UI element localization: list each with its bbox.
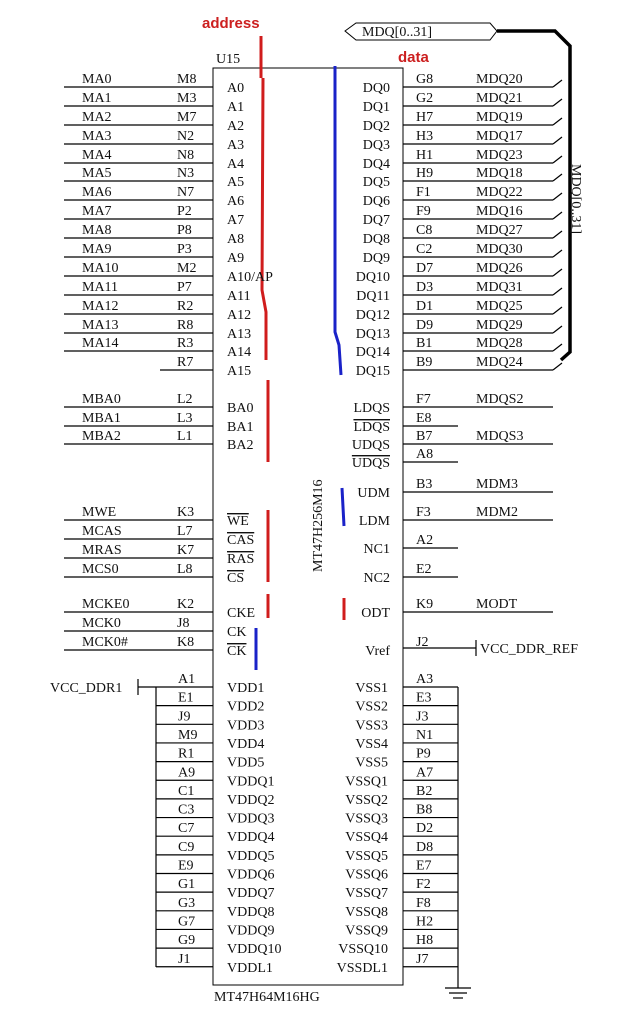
left-pin-name: CS [227,571,245,586]
vdd-pin-name: VDDQ7 [227,886,275,902]
bus-entry [553,156,562,163]
left-net-label: MA0 [82,72,112,87]
left-pin-name: CAS [227,533,255,548]
right-pin-name: DQ8 [362,232,390,247]
right-pin-number: A2 [416,533,434,548]
right-pin-number: E8 [416,411,432,426]
right-pin-number: F9 [416,204,431,219]
vss-pin-name: VSSQ2 [345,792,388,808]
left-pin-name: BA2 [227,438,254,453]
right-pin-name: LDQS [353,401,390,416]
vss-pin-number: B2 [416,783,433,799]
vss-pin-name: VSSQ6 [345,867,388,883]
right-net-label: MDQ20 [476,72,523,87]
right-pin-name: LDQS [353,420,390,435]
vss-pin-number: J7 [416,951,429,967]
left-pin-number: L3 [177,411,193,426]
right-net-label: MDQ29 [476,318,523,333]
bus-entry [553,80,562,87]
left-pin-number: P2 [177,204,192,219]
right-net-label: MDQ27 [476,223,523,238]
right-pin-name: DQ6 [362,194,390,209]
vdd-pin-name: VDD2 [227,699,265,715]
vdd-pin-number: C1 [178,783,195,799]
right-net-label: MDQ31 [476,280,523,295]
right-net-label: MDQS3 [476,429,524,444]
left-net-label: MCKE0 [82,597,130,612]
bus-vertical-label: MDQ[0..31] [568,164,583,234]
left-pin-number: K7 [177,543,195,558]
vdd-pin-name: VDDQ10 [227,942,282,958]
right-pin-number: D3 [416,280,434,295]
left-pin-name: A12 [227,308,252,323]
vss-pin-number: N1 [416,727,434,743]
right-pin-number: H9 [416,166,434,181]
left-pin-name: A9 [227,251,245,266]
left-pin-number: P8 [177,223,192,238]
vss-pin-name: VSSQ3 [345,811,388,827]
right-net-label: MODT [476,597,518,612]
bus-label: MDQ[0..31] [362,25,432,40]
right-pin-name: DQ4 [362,157,390,172]
vdd-pin-number: G3 [178,895,196,911]
right-pin-name: UDQS [351,438,390,453]
vss-pin-number: J3 [416,709,429,725]
left-net-label: MRAS [82,543,122,558]
vdd-pin-name: VDDQ1 [227,774,275,790]
bus-entry [553,326,562,333]
vdd-pin-name: VDD3 [227,718,265,734]
vdd-pin-name: VDDQ3 [227,811,275,827]
left-pin-number: K2 [177,597,195,612]
right-pin-number: B7 [416,429,433,444]
vdd-pin-name: VDDL1 [227,960,273,976]
vdd-pin-number: A1 [178,672,196,687]
address-annotation: address [202,15,260,32]
left-pin-name: CK [227,625,247,640]
right-net-label: MDM3 [476,477,519,492]
bus-entry [553,250,562,257]
data-annotation: data [398,49,429,66]
left-net-label: MBA1 [82,411,121,426]
left-pin-name: A15 [227,364,252,379]
left-pin-number: M7 [177,110,197,125]
vdd-pin-number: G7 [178,914,196,930]
vss-pin-number: B8 [416,802,433,818]
chip-part-bottom: MT47H64M16HG [214,990,320,1005]
vss-pin-name: VSSQ8 [345,904,388,920]
bus-entry [553,212,562,219]
right-net-label: MDQ19 [476,110,523,125]
vdd-pin-number: A9 [178,765,196,781]
right-pin-name: NC1 [363,542,390,557]
right-pin-number: A8 [416,447,434,462]
left-pin-name: RAS [227,552,255,567]
right-net-label: MDQ16 [476,204,523,219]
right-net-label: MDQ21 [476,91,523,106]
right-net-label: MDQS2 [476,392,524,407]
vss-pin-number: F8 [416,895,431,911]
right-pin-number: G2 [416,91,434,106]
left-pin-number: R8 [177,318,194,333]
vss-pin-number: P9 [416,746,431,762]
right-pin-name: UDM [357,486,390,501]
vss-pin-number: D8 [416,839,434,855]
vdd-pin-name: VDDQ2 [227,792,275,808]
left-pin-number: N7 [177,185,195,200]
vss-pin-number: D2 [416,821,434,837]
right-pin-name: DQ14 [355,345,390,360]
left-pin-number: P7 [177,280,192,295]
left-pin-number: P3 [177,242,192,257]
left-pin-number: M2 [177,261,197,276]
right-net-label: MDM2 [476,505,519,520]
vss-pin-number: H8 [416,933,434,949]
left-net-label: MA8 [82,223,112,238]
vdd-pin-name: VDD5 [227,755,265,771]
left-pin-number: N8 [177,148,195,163]
left-pin-name: WE [227,514,249,529]
right-net-label: MDQ24 [476,355,523,370]
left-net-label: MBA0 [82,392,121,407]
vdd-pin-number: J1 [178,951,191,967]
right-pin-name: DQ1 [362,100,390,115]
left-pin-number: J8 [177,616,190,631]
left-net-label: MA6 [82,185,112,200]
right-net-label: MDQ22 [476,185,523,200]
right-pin-number: F3 [416,505,431,520]
right-pin-number: H7 [416,110,434,125]
right-pin-name: DQ11 [356,289,390,304]
vdd-pin-name: VDDQ5 [227,848,275,864]
left-pin-number: L1 [177,429,193,444]
bus-entry [553,174,562,181]
right-pin-name: DQ0 [362,81,390,96]
right-pin-name: DQ2 [362,119,390,134]
left-net-label: MA10 [82,261,119,276]
right-net-label: MDQ23 [476,148,523,163]
vdd-pin-number: J9 [178,709,191,725]
bus-entry [553,231,562,238]
vss-pin-number: A7 [416,765,434,781]
vdd-pin-number: R1 [178,746,195,762]
chip-ref: U15 [216,52,241,67]
left-net-label: MA11 [82,280,119,295]
right-pin-number: D7 [416,261,434,276]
left-pin-name: A6 [227,194,245,209]
right-net-label: MDQ25 [476,299,523,314]
vss-pin-name: VSS3 [355,718,388,734]
right-pin-name: DQ12 [355,308,390,323]
left-pin-name: A7 [227,213,245,228]
left-net-label: MA12 [82,299,119,314]
left-pin-name: A2 [227,119,245,134]
bus-entry [553,193,562,200]
right-pin-name: ODT [361,606,390,621]
vdd-pin-number: C3 [178,802,195,818]
vss-pin-name: VSS5 [355,755,388,771]
right-pin-name: DQ3 [362,138,390,153]
left-pin-number: L7 [177,524,193,539]
left-pin-number: R3 [177,336,194,351]
right-pin-name: UDQS [351,456,390,471]
left-pin-name: A11 [227,289,251,304]
right-pin-name: DQ15 [355,364,390,379]
right-pin-number: B3 [416,477,433,492]
left-net-label: MWE [82,505,117,520]
bus-entry [553,118,562,125]
vdd-pin-number: G9 [178,933,196,949]
bus-entry [553,363,562,370]
left-pin-number: L8 [177,562,193,577]
vss-pin-number: E3 [416,690,432,706]
left-net-label: MCK0# [82,635,128,650]
bus-entry [553,307,562,314]
left-net-label: MA4 [82,148,112,163]
right-pin-number: H3 [416,129,434,144]
left-pin-name: A3 [227,138,245,153]
right-net-label: MDQ17 [476,129,523,144]
left-pin-name: A1 [227,100,245,115]
left-pin-number: M3 [177,91,197,106]
left-pin-number: N2 [177,129,195,144]
vdd-pin-number: M9 [178,727,198,743]
right-pin-name: DQ9 [362,251,390,266]
left-pin-number: R7 [177,355,194,370]
left-pin-number: R2 [177,299,194,314]
vss-pin-name: VSSQ7 [345,886,388,902]
left-net-label: MCS0 [82,562,119,577]
right-pin-number: K9 [416,597,434,612]
left-pin-name: A4 [227,157,245,172]
bus-entry [553,99,562,106]
right-pin-name: Vref [365,644,390,659]
vdd-pin-name: VDD1 [227,681,265,696]
right-pin-number: C2 [416,242,433,257]
vss-pin-number: F2 [416,877,431,893]
vss-pin-name: VSS4 [355,736,388,752]
right-pin-number: D1 [416,299,434,314]
right-pin-number: B9 [416,355,433,370]
right-net-label: MDQ26 [476,261,523,276]
bus-entry [553,288,562,295]
left-pin-name: BA1 [227,420,254,435]
left-pin-number: N3 [177,166,195,181]
right-pin-number: C8 [416,223,433,238]
vss-pin-number: H2 [416,914,434,930]
bus-entry [553,137,562,144]
vdd-pin-number: E9 [178,858,194,874]
left-pin-number: M8 [177,72,197,87]
vdd-pin-number: G1 [178,877,196,893]
right-pin-number: F7 [416,392,431,407]
right-pin-name: LDM [358,514,390,529]
ground-icon [445,988,471,998]
vcc-ref-label: VCC_DDR_REF [480,642,579,657]
left-pin-name: A5 [227,175,245,190]
vdd-pin-number: C9 [178,839,195,855]
left-net-label: MA9 [82,242,112,257]
vss-pin-name: VSSDL1 [336,960,388,976]
right-pin-name: NC2 [363,571,390,586]
left-net-label: MCAS [82,524,122,539]
right-pin-number: F1 [416,185,431,200]
vss-pin-name: VSSQ9 [345,923,388,939]
left-pin-name: BA0 [227,401,254,416]
right-pin-number: H1 [416,148,434,163]
left-net-label: MCK0 [82,616,121,631]
left-net-label: MA14 [82,336,119,351]
vss-pin-name: VSSQ1 [345,774,388,790]
left-pin-name: A8 [227,232,245,247]
vdd-pin-number: E1 [178,690,194,706]
vdd-pin-name: VDDQ6 [227,867,275,883]
vss-pin-number: E7 [416,858,432,874]
bus-entry [553,344,562,351]
vcc-ddr-label: VCC_DDR1 [50,681,123,696]
right-pin-number: E2 [416,562,432,577]
vss-pin-number: A3 [416,672,434,687]
right-net-label: MDQ30 [476,242,523,257]
vss-pin-name: VSSQ10 [338,942,388,958]
left-net-label: MA2 [82,110,112,125]
bus-entry [553,269,562,276]
right-net-label: MDQ18 [476,166,523,181]
left-net-label: MBA2 [82,429,121,444]
vdd-pin-number: C7 [178,821,195,837]
left-net-label: MA1 [82,91,112,106]
vdd-pin-name: VDD4 [227,736,265,752]
vss-pin-name: VSSQ4 [345,830,388,846]
right-pin-number: B1 [416,336,433,351]
left-pin-name: A10/AP [227,270,273,285]
vdd-pin-name: VDDQ4 [227,830,275,846]
vss-pin-name: VSS1 [355,681,388,696]
left-net-label: MA3 [82,129,112,144]
right-pin-name: DQ13 [355,327,390,342]
left-net-label: MA5 [82,166,112,181]
left-pin-name: CKE [227,606,255,621]
left-pin-name: A13 [227,327,252,342]
left-pin-name: CK [227,644,247,659]
left-pin-number: K8 [177,635,195,650]
right-pin-number: J2 [416,635,429,650]
right-pin-name: DQ5 [362,175,390,190]
vss-pin-name: VSS2 [355,699,388,715]
left-net-label: MA13 [82,318,119,333]
left-net-label: MA7 [82,204,112,219]
left-pin-name: A14 [227,345,252,360]
right-pin-name: DQ10 [355,270,390,285]
left-pin-number: L2 [177,392,193,407]
right-pin-number: D9 [416,318,434,333]
left-pin-name: A0 [227,81,245,96]
vdd-pin-name: VDDQ9 [227,923,275,939]
right-pin-name: DQ7 [362,213,390,228]
left-pin-number: K3 [177,505,195,520]
right-net-label: MDQ28 [476,336,523,351]
chip-part-vertical: MT47H256M16 [311,479,326,572]
vss-pin-name: VSSQ5 [345,848,388,864]
vdd-pin-name: VDDQ8 [227,904,275,920]
right-pin-number: G8 [416,72,434,87]
